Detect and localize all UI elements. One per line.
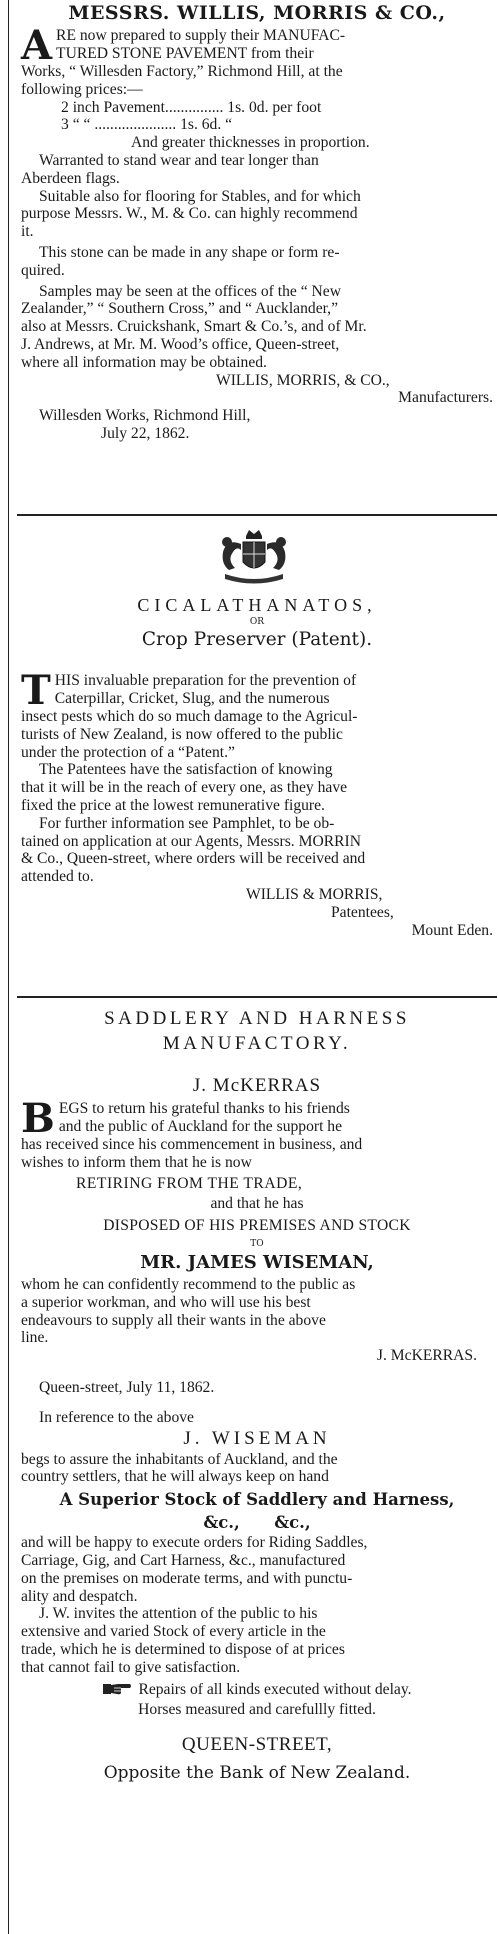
ad1-date: July 22, 1862. [101, 424, 190, 442]
ad3-street: QUEEN-STREET, [181, 1734, 333, 1756]
ad3-recommend-line: line. [21, 1329, 49, 1347]
ad1-signature: WILLIS, MORRIS, & CO., [216, 371, 390, 389]
ad2-signature: WILLIS & MORRIS, [246, 885, 383, 903]
ad3-orders-line: Carriage, Gig, and Cart Harness, &c., manufactured [21, 1551, 346, 1569]
ad1-price-line: 3 “ “ ..................... 1s. 6d. “ [61, 116, 233, 134]
ad3-repairs: Repairs of all kinds executed without delay. [138, 1680, 412, 1698]
ad3-heading: SADDLERY AND HARNESS [104, 1008, 410, 1029]
ad1-samples-line: also at Messrs. Cruickshank, Smart & Co.’s, and of Mr. [21, 318, 367, 336]
ad1-samples-line: where all information may be obtained. [21, 353, 267, 371]
ad3-drop-cap: B [21, 1095, 55, 1142]
ad1-intro-line: following prices:— [21, 80, 143, 98]
advertisement-column [8, 0, 498, 1934]
ad1-suitable-line: purpose Messrs. W., M. & Co. can highly recommend [21, 205, 358, 223]
ad1-warranted-line: Aberdeen flags. [21, 169, 120, 187]
ad2-body-line: HIS invaluable preparation for the prevention of [54, 672, 357, 689]
ad3-body-line: has received since his commencement in business, and [21, 1136, 363, 1153]
ad1-heading: MESSRS. WILLIS, MORRIS & CO., [68, 2, 446, 24]
ad1-suitable-line: it. [21, 223, 34, 241]
ad2-body-line: under the protection of a “Patent.” [21, 743, 235, 761]
pointing-hand-icon [102, 1681, 132, 1702]
ad3-recommend-line: a superior workman, and who will use his best [21, 1293, 311, 1311]
ad1-shape-line: quired. [21, 261, 65, 279]
ad1-price-line: 2 inch Pavement............... 1s. 0d. per foot [61, 98, 322, 116]
ad2-body-line: & Co., Queen-street, where orders will be received and [21, 850, 366, 868]
ad1-place: Willesden Works, Richmond Hill, [39, 407, 251, 425]
ad2-drop-cap: T [21, 667, 51, 714]
ad2-body-line: insect pests which do so much damage to the Agricul- [21, 708, 358, 725]
ad3-recommend-line: endeavours to supply all their wants in the above [21, 1311, 326, 1329]
ad3-reference: In reference to the above [39, 1408, 194, 1426]
ad2-role: Patentees, [331, 903, 394, 921]
ad3-invites-line: that cannot fail to give satisfaction. [21, 1658, 241, 1676]
ad1-samples-line: Samples may be seen at the offices of the “ New [39, 282, 341, 300]
ad2-body-line: For further information see Pamphlet, to be ob- [39, 814, 335, 832]
ad2-body-line: Caterpillar, Cricket, Slug, and the numerous [54, 689, 330, 707]
ad2-body-line: The Patentees have the satisfaction of knowing [39, 761, 333, 779]
ad1-shape-line: This stone can be made in any shape or form re- [39, 243, 340, 261]
ad3-successor: MR. JAMES WISEMAN, [140, 1251, 374, 1273]
ad1-samples-line: Zealander,” “ Southern Cross,” and “ Aucklander,” [21, 300, 338, 318]
ad3-proprietor: J. McKERRAS [192, 1075, 322, 1096]
ad3-begs-line: country settlers, that he will always keep on hand [21, 1468, 329, 1486]
ad1-samples-line: J. Andrews, at Mr. M. Wood’s office, Queen-street, [21, 335, 340, 353]
ad3-body-line: wishes to inform them that he is now [21, 1153, 252, 1171]
ad3-invites-line: J. W. invites the attention of the public to his [39, 1605, 318, 1623]
ad3-and-that: and that he has [210, 1195, 304, 1213]
ad1-intro-line: RE now prepared to supply their MANUFAC- [56, 27, 346, 44]
ad3-body-line: and the public of Auckland for the support he [58, 1117, 343, 1135]
royal-coat-of-arms-icon [213, 528, 295, 592]
ad3-invites-line: trade, which he is determined to dispose of at prices [21, 1640, 345, 1658]
ad2-or: OR [249, 617, 265, 627]
cicalathanatos-ad [21, 594, 493, 939]
ad3-wiseman: J. WISEMAN [183, 1427, 331, 1449]
ad3-stock-heading: A Superior Stock of Saddlery and Harness, [59, 1490, 455, 1510]
ad3-etc: &c., &c., [203, 1513, 311, 1533]
ad1-intro-line: TURED STONE PAVEMENT from their [56, 44, 314, 62]
ad3-begs-line: begs to assure the inhabitants of Auckland, and the [21, 1450, 338, 1468]
ad3-invites-line: extensive and varied Stock of every article in the [21, 1623, 326, 1641]
ad3-to: TO [250, 1238, 264, 1249]
ad2-subtitle: Crop Preserver (Patent). [141, 629, 373, 650]
ad3-disposed: DISPOSED OF HIS PREMISES AND STOCK [103, 1217, 411, 1235]
ad3-orders-line: and will be happy to execute orders for Riding Saddles, [21, 1534, 368, 1552]
ad2-body-line: that it will be in the reach of every one, as they have [21, 779, 348, 797]
ad1-suitable-line: Suitable also for flooring for Stables, and for which [39, 187, 361, 205]
ad3-orders-line: ality and despatch. [21, 1587, 138, 1605]
ad1-intro-line: Works, “ Willesden Factory,” Richmond Hill, at the [21, 63, 343, 80]
ad3-signature: J. McKERRAS. [376, 1347, 477, 1365]
ad2-title: CICALATHANATOS, [137, 595, 377, 615]
ad1-greater: And greater thicknesses in proportion. [131, 134, 370, 152]
ad3-heading: MANUFACTORY. [162, 1033, 352, 1054]
ad1-warranted-line: Warranted to stand wear and tear longer than [39, 151, 319, 169]
section-divider [17, 514, 497, 516]
ad3-orders-line: on the premises on moderate terms, and with punctu- [21, 1569, 353, 1587]
ad3-body-line: EGS to return his grateful thanks to his friends [58, 1100, 350, 1117]
ad3-dateline: Queen-street, July 11, 1862. [39, 1378, 215, 1396]
ad3-horses: Horses measured and carefullly fitted. [138, 1701, 376, 1719]
ad3-recommend-line: whom he can confidently recommend to the public as [21, 1275, 356, 1293]
ad2-body-line: fixed the price at the lowest remunerative figure. [21, 796, 325, 814]
ad1-signature-role: Manufacturers. [398, 389, 493, 407]
saddlery-ad [21, 1006, 493, 1785]
ad3-opposite: Opposite the Bank of New Zealand. [103, 1763, 411, 1784]
ad2-body-line: turists of New Zealand, is now offered to the public [21, 725, 343, 743]
ad3-retiring: RETIRING FROM THE TRADE, [76, 1174, 303, 1192]
ad3-repairs-row [21, 1681, 493, 1702]
ad2-address: Mount Eden. [411, 921, 493, 939]
ad2-body-line: attended to. [21, 868, 94, 886]
ad2-body-line: tained on application at our Agents, Messrs. MORRIN [21, 832, 361, 850]
ad1-drop-cap: A [21, 22, 53, 69]
section-divider [17, 996, 497, 998]
willis-morris-stone-ad [21, 2, 493, 443]
